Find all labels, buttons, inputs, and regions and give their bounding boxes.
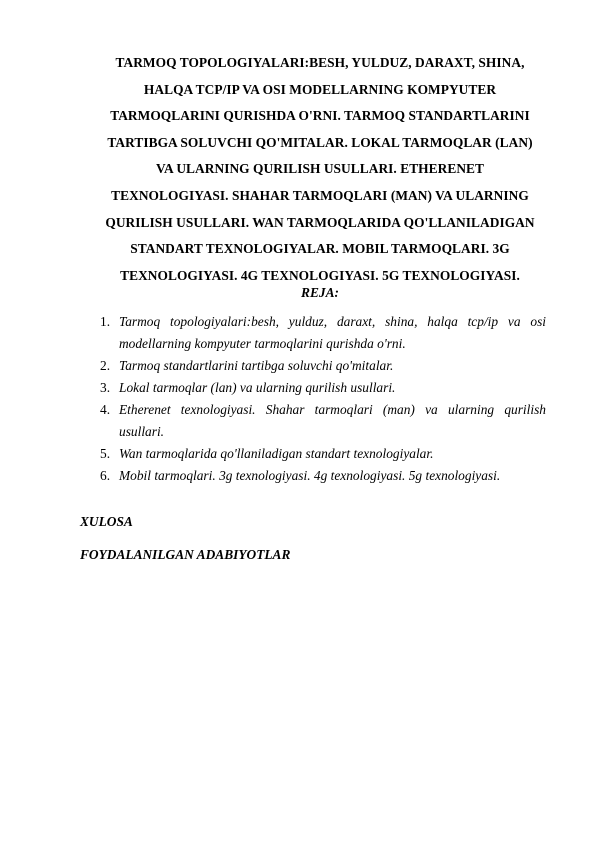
plan-list xyxy=(100,311,546,487)
plan-item xyxy=(100,465,546,487)
title-line: VA ULARNING QURILISH USULLARI. ETHERENET xyxy=(155,161,485,177)
plan-heading: REJA: xyxy=(301,285,339,300)
plan-item xyxy=(100,355,546,377)
title-line: TEXNOLOGIYASI. SHAHAR TARMOQLARI (MAN) VA ULARNING xyxy=(111,187,529,203)
plan-item-number: 1. xyxy=(100,314,111,329)
title-line: TARMOQ TOPOLOGIYALARI:BESH, YULDUZ, DARAXT, SHINA, xyxy=(115,55,525,70)
plan-item xyxy=(100,377,546,399)
references-heading: FOYDALANILGAN ADABIYOTLAR xyxy=(80,547,291,562)
document-title xyxy=(80,50,560,289)
plan-item-text: Lokal tarmoqlar (lan) va ularning qurilish usullari. xyxy=(119,380,396,395)
plan-item-text: Wan tarmoqlarida qo'llaniladigan standart texnologiyalar. xyxy=(119,446,434,461)
plan-item-text-continued: modellarning kompyuter tarmoqlarini qurishda o'rni. xyxy=(119,336,406,351)
title-line: TEXNOLOGIYASI. 4G TEXNOLOGIYASI. 5G TEXNOLOGIYASI. xyxy=(120,267,520,283)
plan-item-text: Tarmoq topologiyalari:besh, yulduz, daraxt, shina, halqa tcp/ip va osi xyxy=(119,314,546,329)
conclusion-heading: XULOSA xyxy=(80,514,133,529)
plan-item-number: 4. xyxy=(100,402,111,417)
plan-item-text-continued: usullari. xyxy=(119,424,165,439)
title-line: QURILISH USULLARI. WAN TARMOQLARIDA QO'LLANILADIGAN xyxy=(105,214,535,230)
plan-item-number: 5. xyxy=(100,446,111,461)
title-line: TARTIBGA SOLUVCHI QO'MITALAR. LOKAL TARMOQLAR (LAN) xyxy=(107,134,533,150)
plan-item-text: Mobil tarmoqlari. 3g texnologiyasi. 4g texnologiyasi. 5g texnologiyasi. xyxy=(119,468,501,483)
plan-item-number: 3. xyxy=(100,380,111,395)
plan-item xyxy=(100,311,546,355)
plan-item-number: 6. xyxy=(100,468,111,483)
title-line: STANDART TEXNOLOGIYALAR. MOBIL TARMOQLARI. 3G xyxy=(130,241,510,257)
plan-item-text: Tarmoq standartlarini tartibga soluvchi qo'mitalar. xyxy=(119,358,394,373)
plan-item xyxy=(100,399,546,443)
plan-item-text: Etherenet texnologiyasi. Shahar tarmoqlari (man) va ularning qurilish xyxy=(119,402,546,417)
plan-item xyxy=(100,443,546,465)
title-line: TARMOQLARINI QURISHDA O'RNI. TARMOQ STANDARTLARINI xyxy=(110,108,530,124)
plan-item-number: 2. xyxy=(100,358,111,373)
title-line: HALQA TCP/IP VA OSI MODELLARNING KOMPYUTER xyxy=(143,81,497,97)
